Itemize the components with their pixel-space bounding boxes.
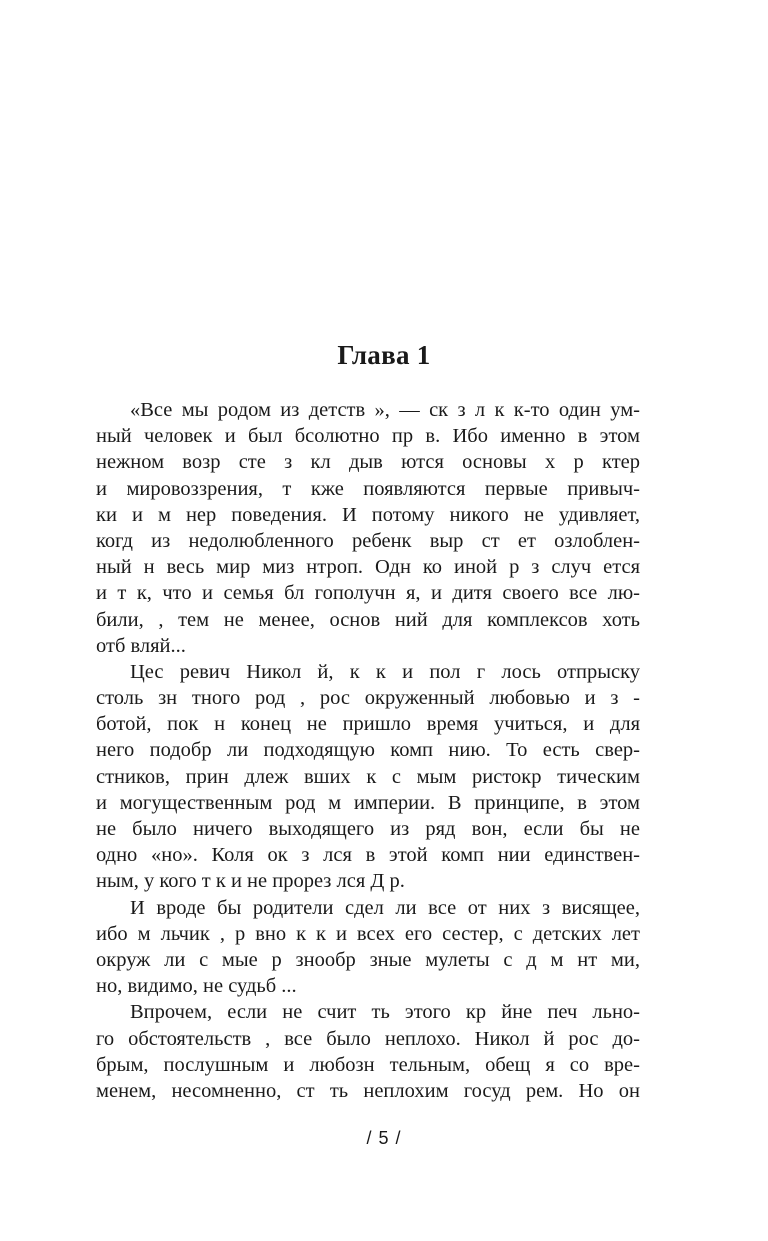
text-line: одно «но». Коля ок з лся в этой комп нии единствен- xyxy=(96,844,640,867)
text-line: Впрочем, если не счит ть этого кр йне печ льно- xyxy=(130,1001,640,1024)
paragraph xyxy=(96,999,640,1104)
text-line: когд из недолюбленного ребенк выр ст ет озлоблен- xyxy=(96,529,640,552)
text-line: Цес ревич Никол й, к к и пол г лось отпрыску xyxy=(130,660,640,683)
paragraph xyxy=(96,659,640,895)
text-line: ным, у кого т к и не прорез лся Д р. xyxy=(96,870,405,893)
text-line: него подобр ли подходящую комп нию. То есть свер- xyxy=(96,739,640,762)
body-text xyxy=(96,397,640,1104)
text-line: но, видимо, не судьб ... xyxy=(96,975,297,998)
text-line: и могущественным род м империи. В принципе, в этом xyxy=(96,791,640,814)
page-number: / 5 / xyxy=(366,1128,402,1148)
text-line: ботой, пок н конец не пришло время учиться, и для xyxy=(96,713,640,736)
text-line: ибо м льчик , р вно к к и всех его сестер, с детских лет xyxy=(96,922,640,945)
text-line: брым, послушным и любозн тельным, обещ я со вре- xyxy=(96,1053,640,1076)
text-line: ный н весь мир миз нтроп. Одн ко иной р з случ ется xyxy=(96,556,640,579)
paragraph xyxy=(96,895,640,1000)
text-line: отб вляй... xyxy=(96,634,186,657)
text-line: менем, несомненно, ст ть неплохим госуд рем. Но он xyxy=(96,1079,640,1102)
text-line: нежном возр сте з кл дыв ются основы х р ктер xyxy=(96,451,640,474)
text-line: И вроде бы родители сдел ли все от них з висящее, xyxy=(130,896,640,919)
text-line: столь зн тного род , рос окруженный любовью и з - xyxy=(96,687,640,710)
text-line: го обстоятельств , все было неплохо. Никол й рос до- xyxy=(96,1027,640,1050)
text-line: и мировоззрения, т кже появляются первые привыч- xyxy=(96,477,640,500)
text-line: «Все мы родом из детств », — ск з л к к-то один ум- xyxy=(130,399,640,421)
paragraph xyxy=(96,397,640,659)
text-line: стников, прин длеж вших к с мым ристокр тическим xyxy=(96,765,640,788)
chapter-title: Глава 1 xyxy=(337,340,431,370)
text-line: не было ничего выходящего из ряд вон, если бы не xyxy=(96,818,640,840)
text-line: ный человек и был бсолютно пр в. Ибо именно в этом xyxy=(96,425,640,448)
text-line: били, , тем не менее, основ ний для комплексов хоть xyxy=(96,608,640,631)
text-line: ки и м нер поведения. И потому никого не удивляет, xyxy=(96,503,640,526)
text-line: и т к, что и семья бл гополучн я, и дитя своего все лю- xyxy=(96,582,640,605)
text-line: окруж ли с мые р знообр зные мулеты с д м нт ми, xyxy=(96,948,640,971)
